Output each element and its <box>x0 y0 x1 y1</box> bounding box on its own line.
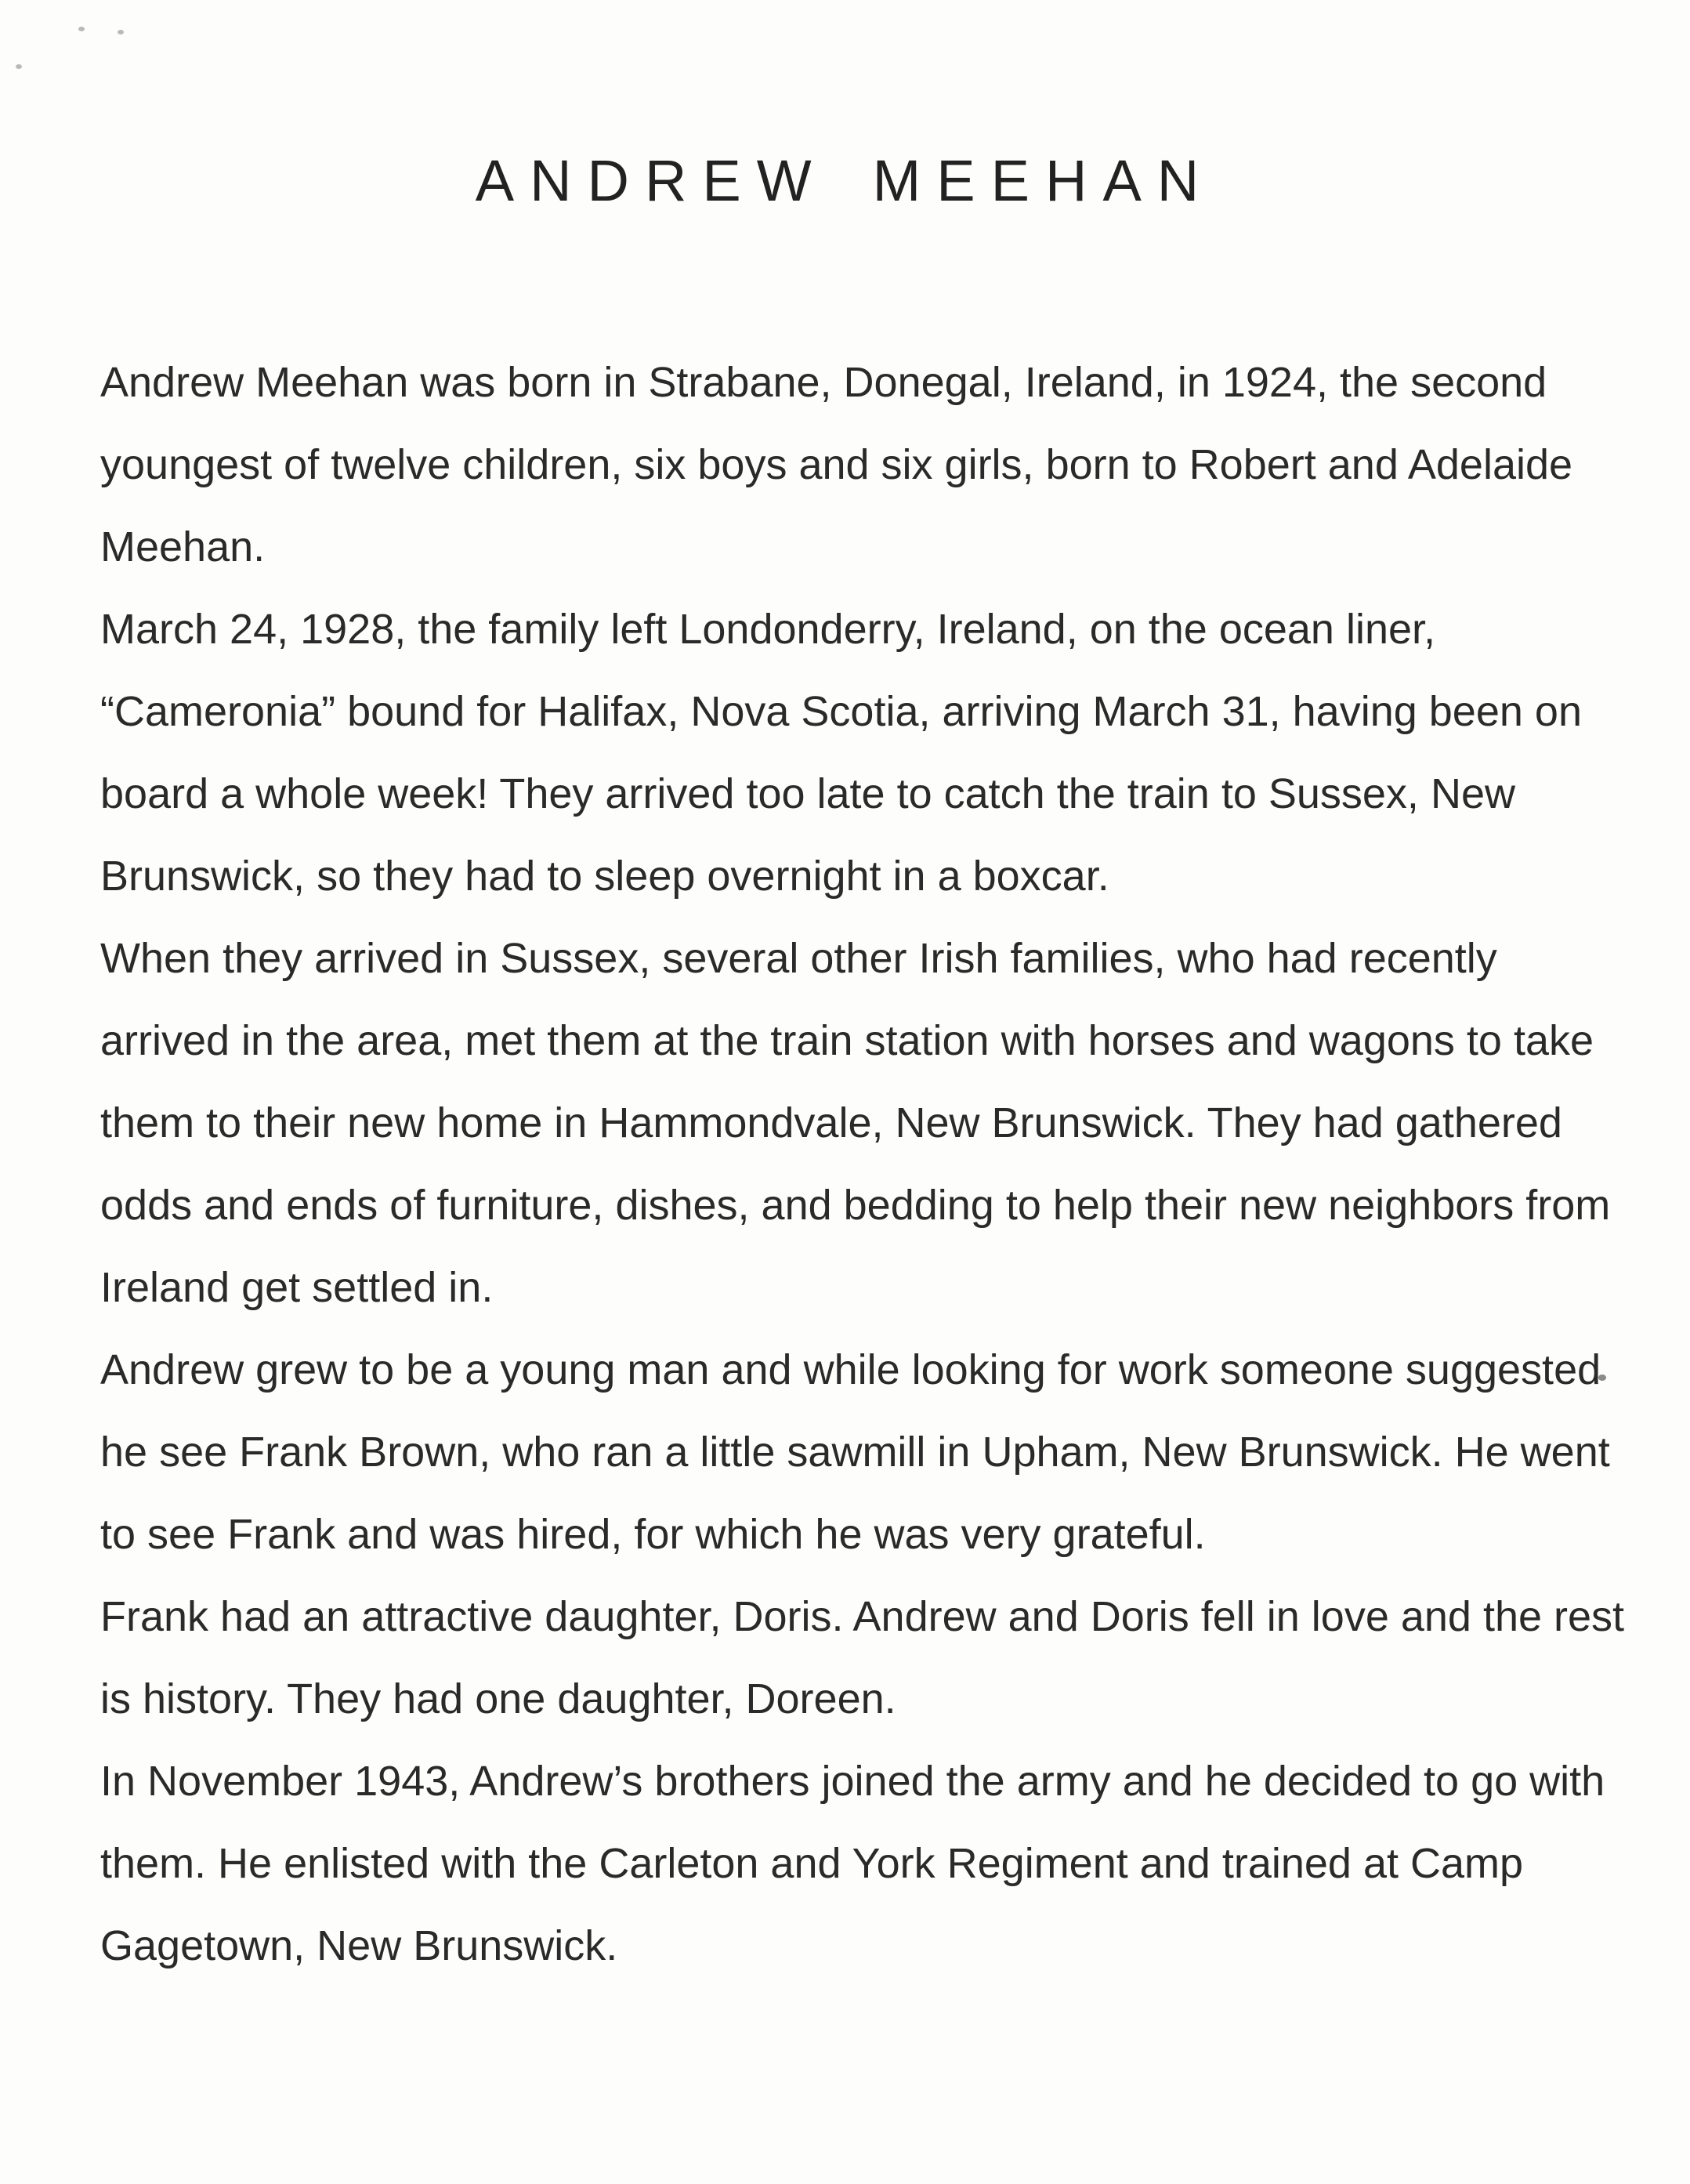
paragraph-enlistment: In November 1943, Andrew’s brothers joined the army and he decided to go with them. He enlisted with the Carleton and York Regiment and trained at Camp Gagetown, New Brunswick. <box>100 1758 1605 1969</box>
paragraph-work: Andrew grew to be a young man and while looking for work someone suggested he see Frank Brown, who ran a little sawmill in Upham, New Brunswick. He went to see Frank and was hired, for which he was very grateful. <box>100 1346 1610 1558</box>
paragraph-arrival: When they arrived in Sussex, several other Irish families, who had recently arrived in the area, met them at the train station with horses and wagons to take them to their new home in Hammondvale, New Brunswick. They had gathered odds and ends of furniture, dishes, and bedding to help their new neighbors from Ireland get settled in. <box>100 935 1611 1311</box>
scan-speck <box>78 27 85 31</box>
paragraph-birth: Andrew Meehan was born in Strabane, Donegal, Ireland, in 1924, the second youngest of twelve children, six boys and six girls, born to Robert and Adelaide Meehan. <box>100 359 1573 570</box>
title-last-name: MEEHAN <box>872 147 1215 213</box>
document-title <box>0 147 1690 214</box>
document-body <box>100 342 1636 1987</box>
scan-speck <box>118 30 124 34</box>
scan-speck <box>16 64 22 69</box>
paragraph-voyage: March 24, 1928, the family left Londonderry, Ireland, on the ocean liner, “Cameronia” bound for Halifax, Nova Scotia, arriving March 31, having been on board a whole week! They arrived too late to catch the train to Sussex, New Brunswick, so they had to sleep overnight in a boxcar. <box>100 606 1582 900</box>
paragraph-marriage: Frank had an attractive daughter, Doris. Andrew and Doris fell in love and the rest is history. They had one daughter, Doreen. <box>100 1593 1625 1722</box>
title-first-name: ANDREW <box>475 147 827 213</box>
